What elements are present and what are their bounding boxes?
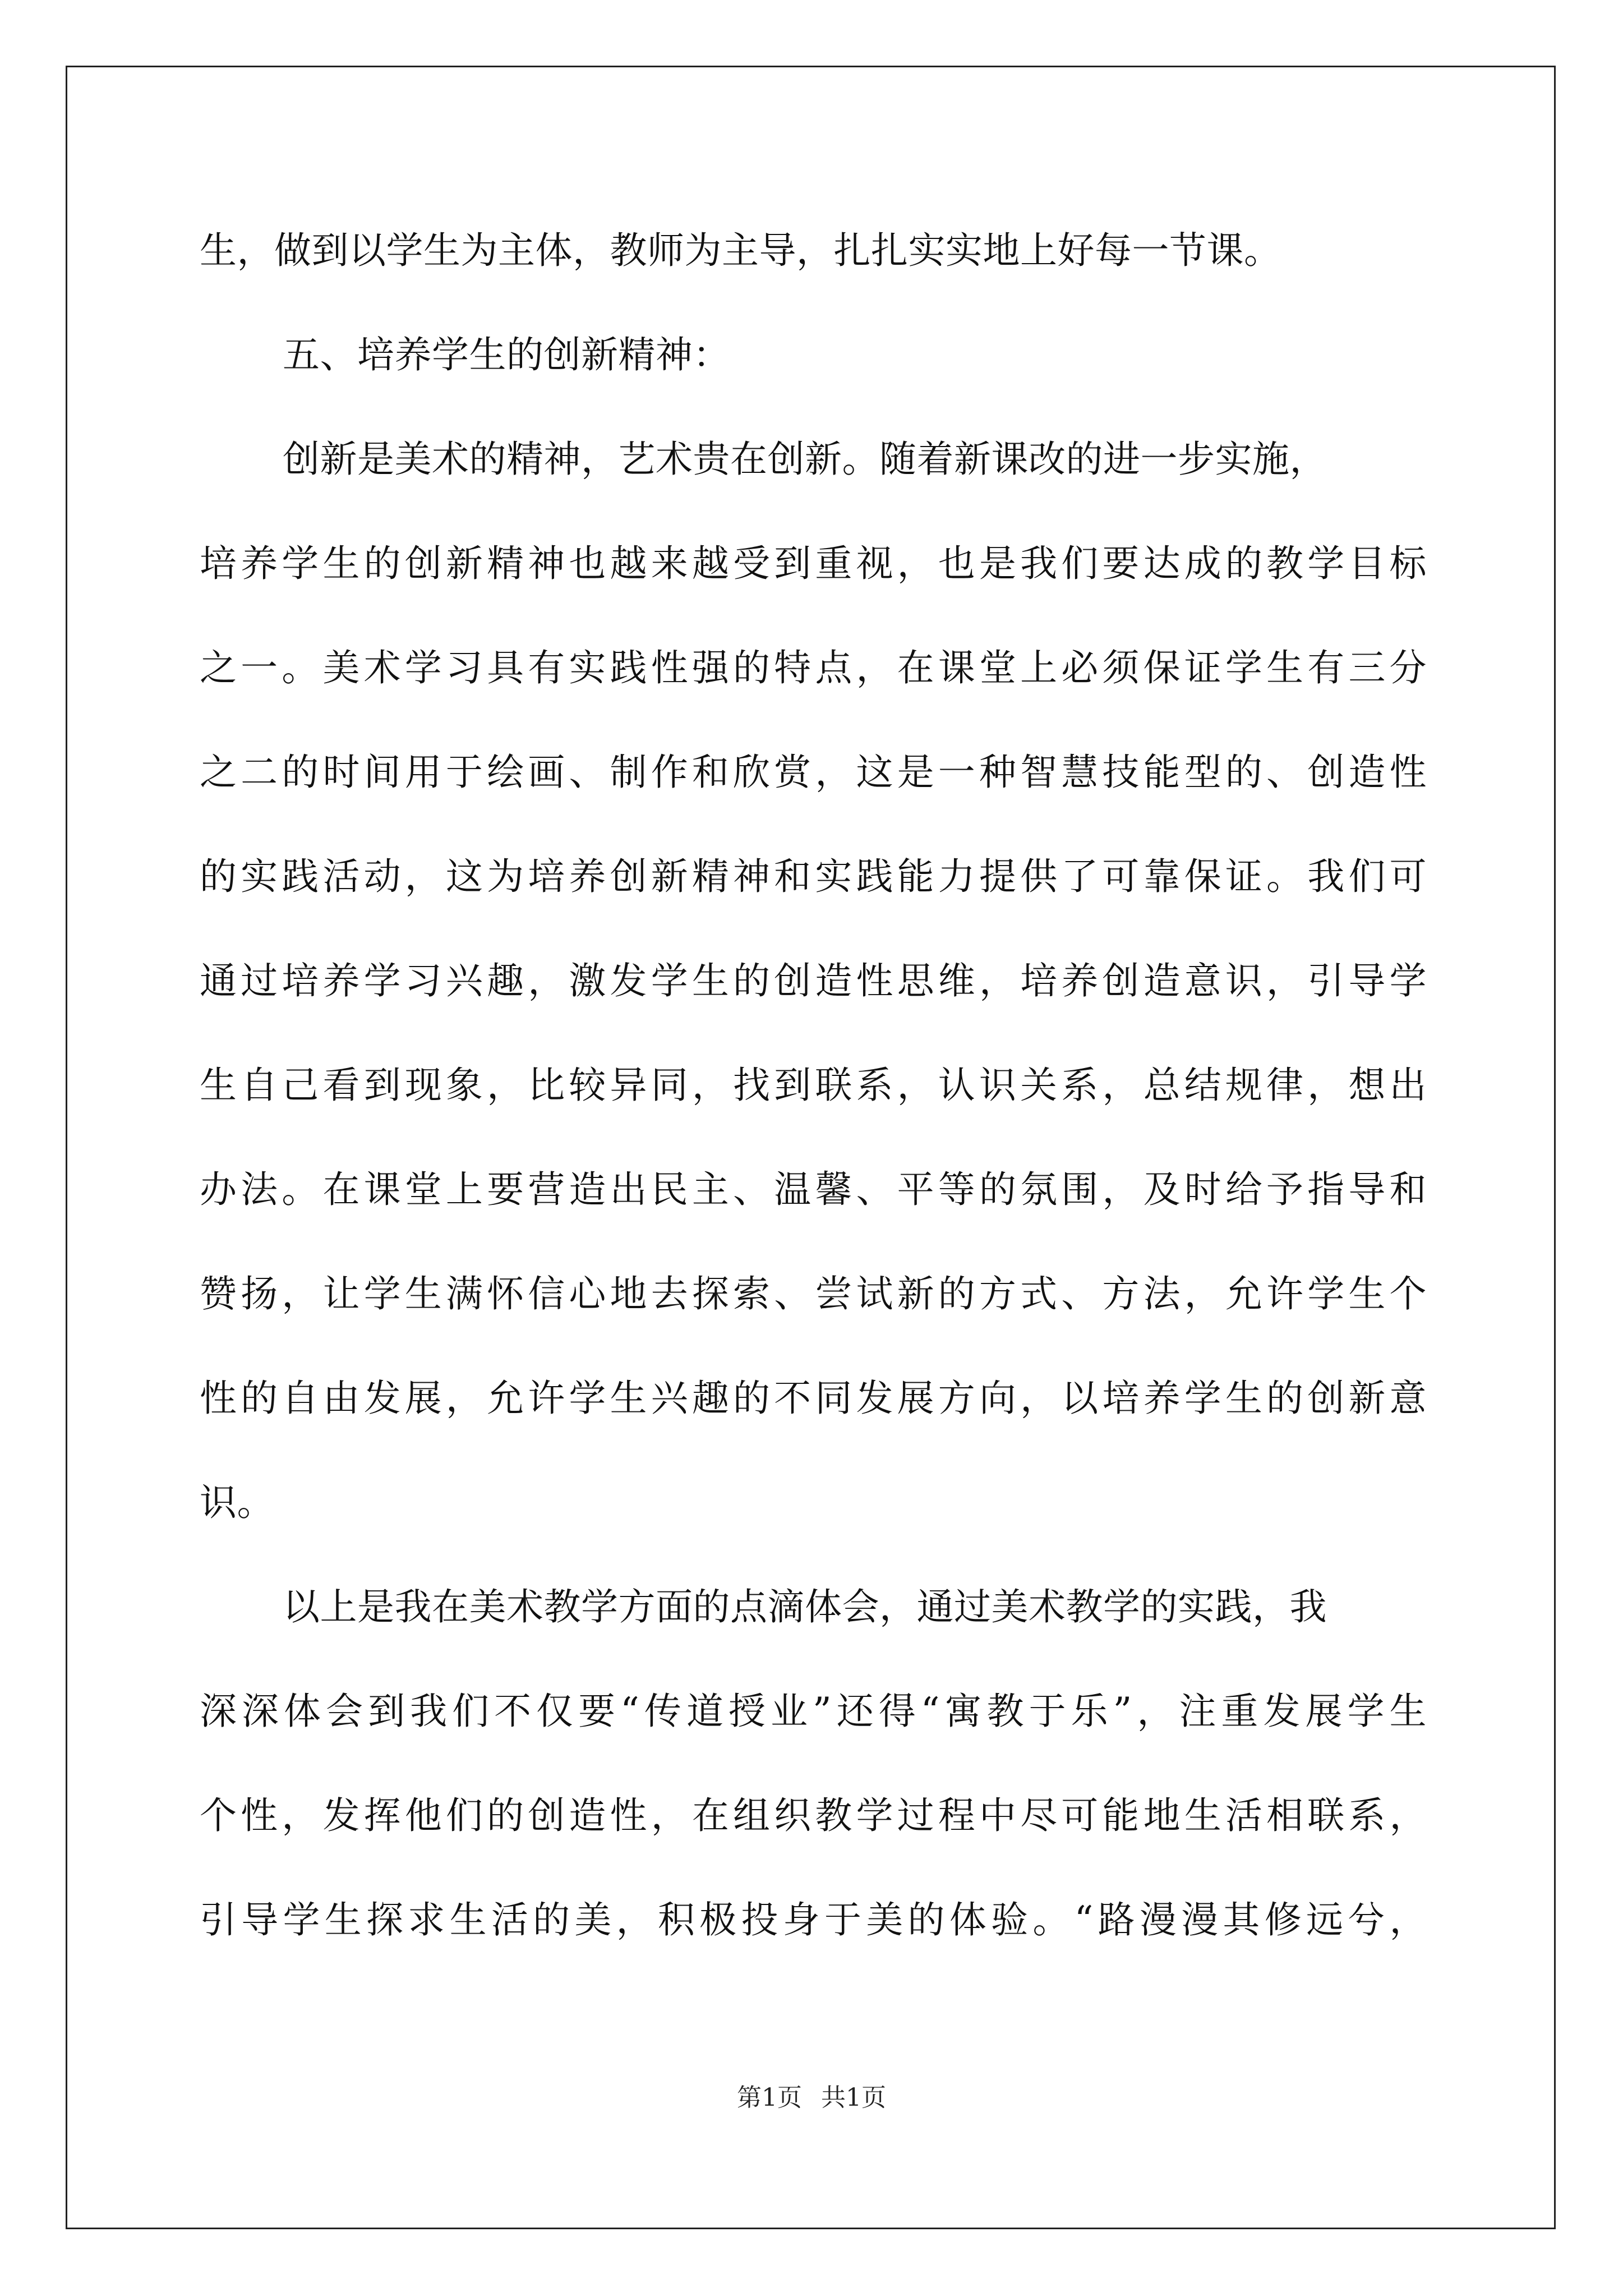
- text-line: 培养学生的创新精神也越来越受到重视，也是我们要达成的教学目标: [200, 542, 1427, 585]
- text-line: 生，做到以学生为主体，教师为主导，扎扎实实地上好每一节课。: [200, 229, 1281, 272]
- page-number: 第1页: [737, 2083, 802, 2112]
- text-line: 赞扬，让学生满怀信心地去探索、尝试新的方式、方法，允许学生个: [200, 1272, 1427, 1315]
- text-line: 识。: [200, 1481, 274, 1524]
- text-line: 深深体会到我们不仅要“传道授业”还得“寓教于乐”，注重发展学生: [200, 1690, 1427, 1733]
- text-line: 通过培养学习兴趣，激发学生的创造性思维，培养创造意识，引导学: [200, 959, 1427, 1002]
- text-line: 之二的时间用于绘画、制作和欣赏，这是一种智慧技能型的、创造性: [200, 751, 1427, 794]
- text-line: 创新是美术的精神，艺术贵在创新。随着新课改的进一步实施，: [283, 438, 1327, 481]
- text-line: 办法。在课堂上要营造出民主、温馨、平等的氛围，及时给予指导和: [200, 1168, 1427, 1211]
- text-line: 的实践活动，这为培养创新精神和实践能力提供了可靠保证。我们可: [200, 855, 1427, 898]
- page-footer: [0, 2081, 1623, 2115]
- section-heading: 五、培养学生的创新精神：: [283, 333, 730, 376]
- text-line: 个性，发挥他们的创造性，在组织教学过程中尽可能地生活相联系，: [200, 1794, 1427, 1837]
- text-line: 引导学生探求生活的美，积极投身于美的体验。“路漫漫其修远兮，: [200, 1898, 1427, 1941]
- text-line: 性的自由发展，允许学生兴趣的不同发展方向，以培养学生的创新意: [200, 1377, 1427, 1420]
- page-total: 共1页: [821, 2083, 886, 2112]
- text-line: 以上是我在美术教学方面的点滴体会，通过美术教学的实践，我: [283, 1585, 1327, 1628]
- text-line: 之一。美术学习具有实践性强的特点，在课堂上必须保证学生有三分: [200, 646, 1427, 689]
- text-line: 生自己看到现象，比较异同，找到联系，认识关系，总结规律，想出: [200, 1064, 1427, 1107]
